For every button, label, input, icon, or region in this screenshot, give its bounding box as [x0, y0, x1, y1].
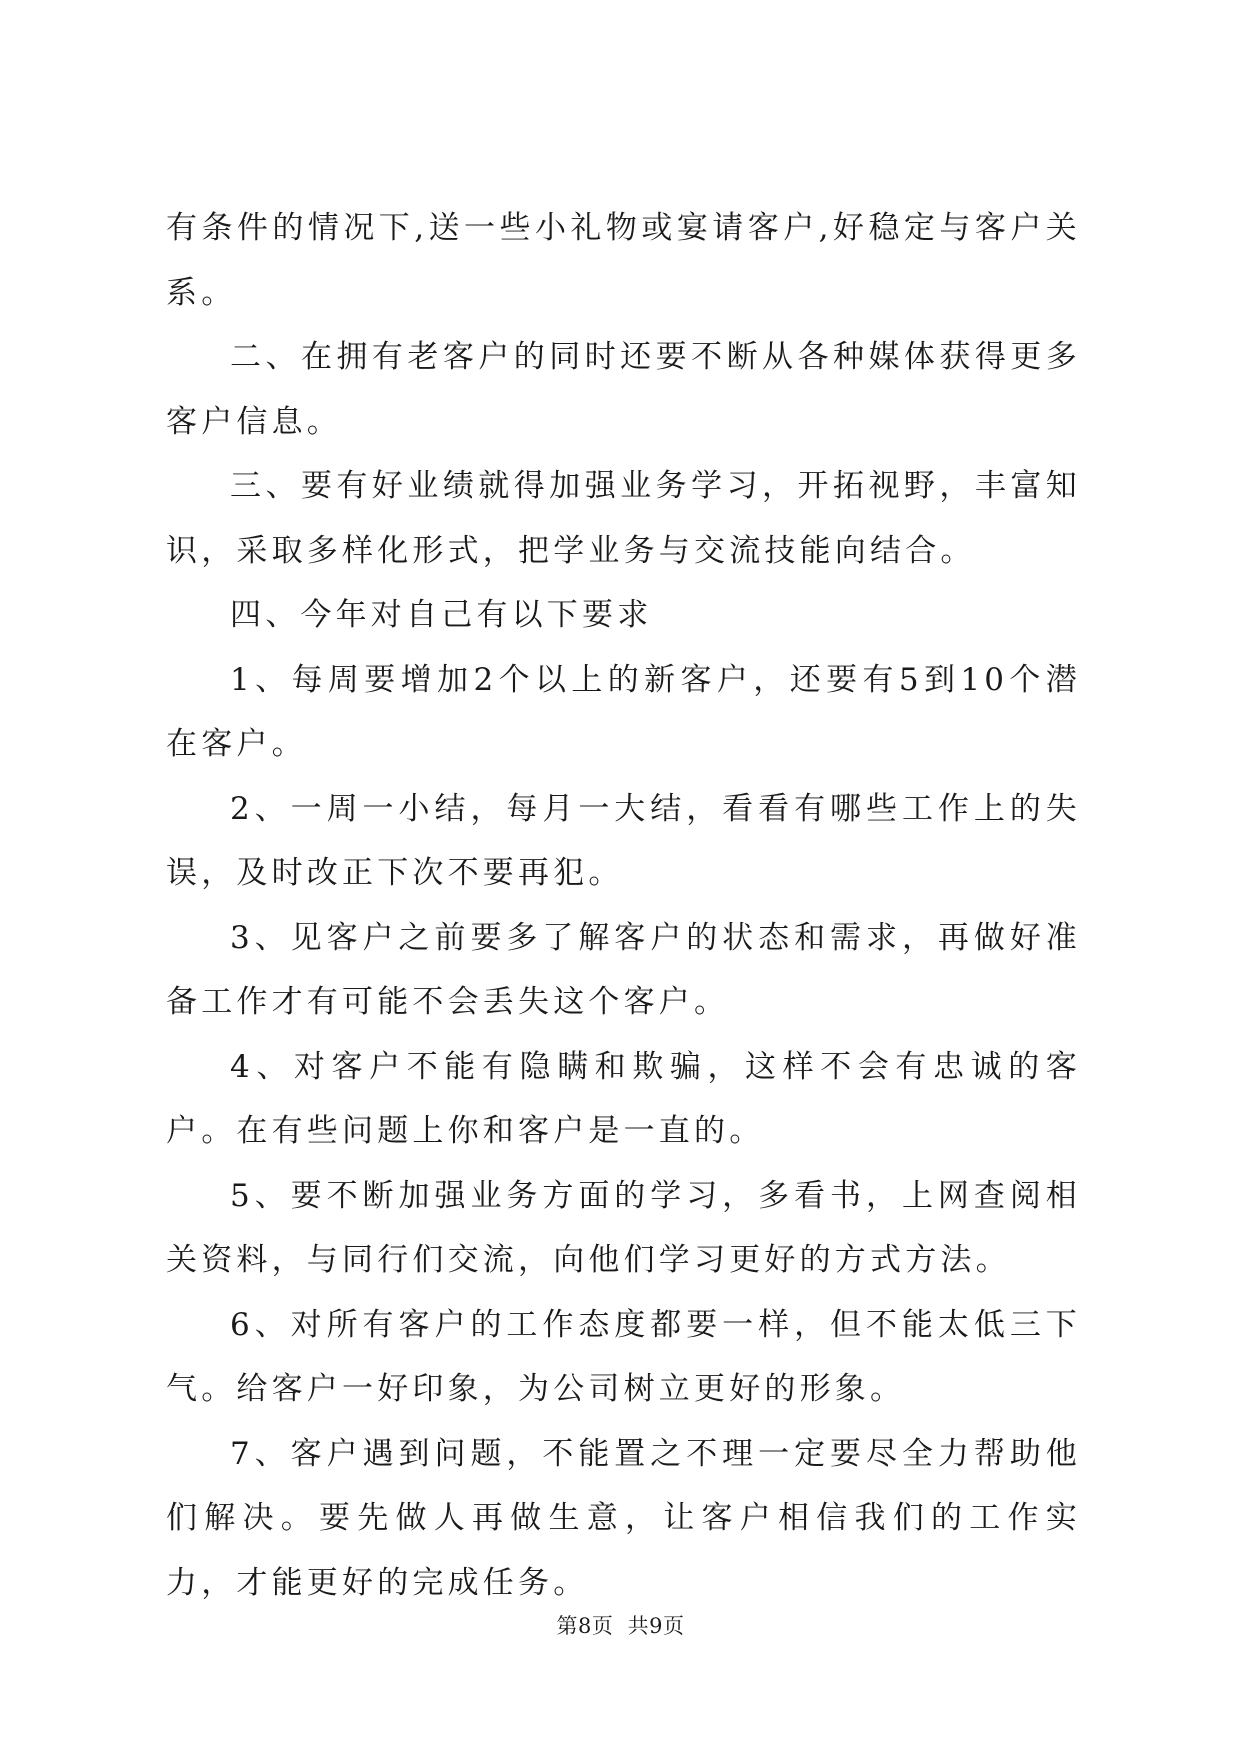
list-item-4: 4、对客户不能有隐瞒和欺骗，这样不会有忠诚的客户。在有些问题上你和客户是一直的。: [166, 1048, 1081, 1149]
list-item-5: 5、要不断加强业务方面的学习，多看书，上网查阅相关资料，与同行们交流，向他们学习更好的方式方法。: [166, 1177, 1081, 1278]
list-item-1: 1、每周要增加2个以上的新客户，还要有5到10个潜在客户。: [166, 661, 1081, 762]
document-body: [166, 196, 1081, 1615]
list-item-7: 7、客户遇到问题，不能置之不理一定要尽全力帮助他们解决。要先做人再做生意，让客户相信我们的工作实力，才能更好的完成任务。: [166, 1435, 1081, 1601]
list-item-6: 6、对所有客户的工作态度都要一样，但不能太低三下气。给客户一好印象，为公司树立更好的形象。: [166, 1306, 1081, 1407]
paragraph-1: 有条件的情况下,送一些小礼物或宴请客户,好稳定与客户关系。: [166, 210, 1081, 311]
list-item-2: 2、一周一小结，每月一大结，看看有哪些工作上的失误，及时改正下次不要再犯。: [166, 790, 1081, 891]
page-footer: [0, 1610, 1241, 1640]
list-item-3: 3、见客户之前要多了解客户的状态和需求，再做好准备工作才有可能不会丢失这个客户。: [166, 919, 1081, 1020]
page-number: 第8页 共9页: [556, 1614, 685, 1638]
paragraph-3: 三、要有好业绩就得加强业务学习，开拓视野，丰富知识，采取多样化形式，把学业务与交流技能向结合。: [166, 468, 1081, 569]
paragraph-2: 二、在拥有老客户的同时还要不断从各种媒体获得更多客户信息。: [166, 339, 1081, 440]
paragraph-4: 四、今年对自己有以下要求: [230, 597, 653, 633]
